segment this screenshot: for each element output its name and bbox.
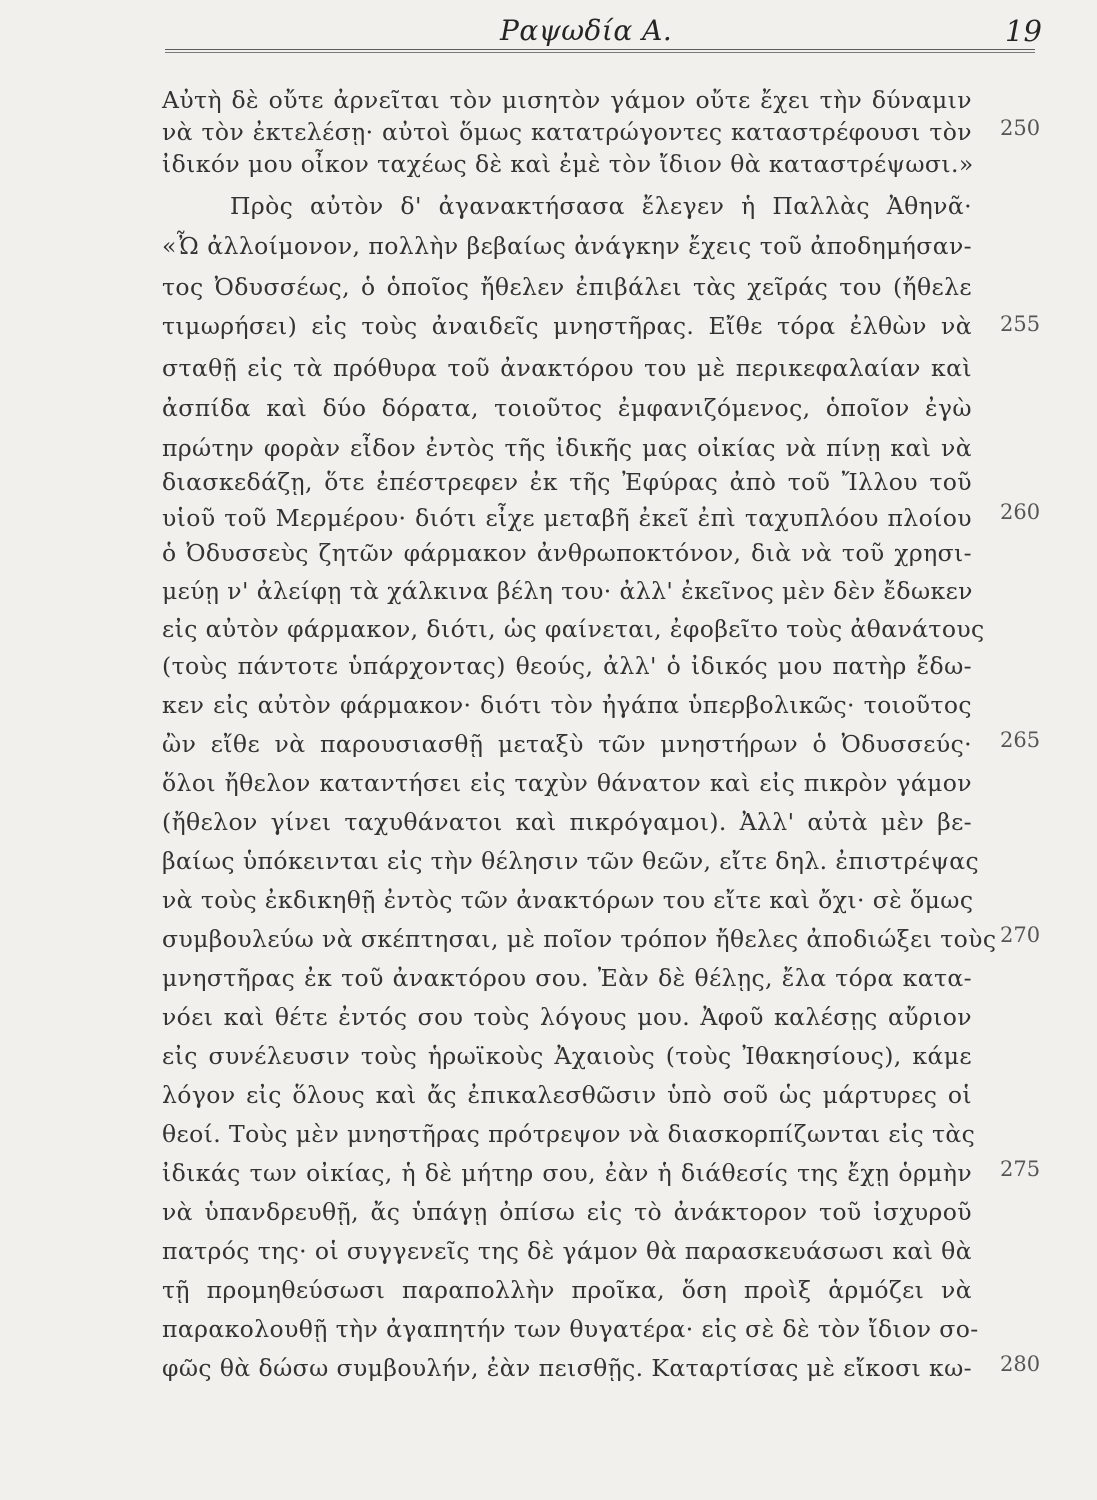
page-number: 19 bbox=[1005, 14, 1042, 48]
text-line: ἰδικόν μου οἶκον ταχέως δὲ καὶ ἐμὲ τὸν ἴδιον θὰ καταστρέψωσι.» bbox=[162, 150, 974, 178]
text-line: κεν εἰς αὐτὸν φάρμακον· διότι τὸν ἠγάπα ὑπερβολικῶς· τοιοῦτος bbox=[162, 691, 972, 719]
text-line: Πρὸς αὐτὸν δ' ἀγανακτήσασα ἔλεγεν ἡ Παλλὰς Ἀθηνᾶ· bbox=[230, 192, 972, 220]
text-line: πατρός της· οἱ συγγενεῖς της δὲ γάμον θὰ παρασκευάσωσι καὶ θὰ bbox=[162, 1237, 972, 1265]
text-line: τιμωρήσει) εἰς τοὺς ἀναιδεῖς μνηστῆρας. Εἴθε τόρα ἐλθὼν νὰ bbox=[162, 312, 972, 340]
text-line: πρώτην φορὰν εἶδον ἐντὸς τῆς ἰδικῆς μας οἰκίας νὰ πίνῃ καὶ νὰ bbox=[162, 434, 972, 462]
text-line: τῇ προμηθεύσωσι παραπολλὴν προῖκα, ὅση προὶξ ἁρμόζει νὰ bbox=[162, 1276, 972, 1304]
text-line: ὢν εἴθε νὰ παρουσιασθῇ μεταξὺ τῶν μνηστήρων ὁ Ὀδυσσεύς· bbox=[162, 730, 972, 758]
verse-line-number: 280 bbox=[1000, 1352, 1041, 1376]
text-line: μεύῃ ν' ἀλείφῃ τὰ χάλκινα βέλη του· ἀλλ' ἐκεῖνος μὲν δὲν ἔδωκεν bbox=[162, 577, 973, 605]
verse-line-number: 275 bbox=[1000, 1157, 1041, 1181]
text-line: σταθῇ εἰς τὰ πρόθυρα τοῦ ἀνακτόρου του μὲ περικεφαλαίαν καὶ bbox=[162, 354, 972, 382]
text-line: νόει καὶ θέτε ἐντός σου τοὺς λόγους μου. Ἀφοῦ καλέσῃς αὔριον bbox=[162, 1003, 972, 1031]
text-line: λόγον εἰς ὅλους καὶ ἄς ἐπικαλεσθῶσιν ὑπὸ σοῦ ὡς μάρτυρες οἱ bbox=[162, 1081, 972, 1109]
text-line: βαίως ὑπόκεινται εἰς τὴν θέλησιν τῶν θεῶν, εἴτε δηλ. ἐπιστρέψας bbox=[162, 847, 980, 875]
text-line: μνηστῆρας ἐκ τοῦ ἀνακτόρου σου. Ἐὰν δὲ θέλῃς, ἔλα τόρα κατα- bbox=[162, 964, 972, 992]
text-line: θεοί. Τοὺς μὲν μνηστῆρας πρότρεψον νὰ διασκορπίζωνται εἰς τὰς bbox=[162, 1120, 976, 1148]
text-line: ὅλοι ἤθελον καταντήσει εἰς ταχὺν θάνατον καὶ εἰς πικρὸν γάμον bbox=[162, 769, 972, 797]
text-line: νὰ τοὺς ἐκδικηθῇ ἐντὸς τῶν ἀνακτόρων του εἴτε καὶ ὄχι· σὲ ὅμως bbox=[162, 886, 974, 914]
header-rule bbox=[165, 49, 1035, 53]
text-line: (τοὺς πάντοτε ὑπάρχοντας) θεούς, ἀλλ' ὁ ἰδικός μου πατὴρ ἔδω- bbox=[162, 652, 972, 680]
text-line: νὰ τὸν ἐκτελέσῃ· αὐτοὶ ὅμως κατατρώγοντες καταστρέφουσι τὸν bbox=[162, 118, 972, 146]
text-line: ἀσπίδα καὶ δύο δόρατα, τοιοῦτος ἐμφανιζόμενος, ὁποῖον ἐγὼ bbox=[162, 394, 972, 422]
verse-line-number: 265 bbox=[1000, 728, 1041, 752]
text-line: ἰδικάς των οἰκίας, ἡ δὲ μήτηρ σου, ἐὰν ἡ διάθεσίς της ἔχῃ ὁρμὴν bbox=[162, 1159, 972, 1187]
text-line: συμβουλεύω νὰ σκέπτησαι, μὲ ποῖον τρόπον ἤθελες ἀποδιώξει τοὺς bbox=[162, 925, 997, 953]
running-head-title: Ραψωδία Α. bbox=[500, 14, 673, 47]
text-line: διασκεδάζῃ, ὅτε ἐπέστρεφεν ἐκ τῆς Ἐφύρας ἀπὸ τοῦ Ἴλλου τοῦ bbox=[162, 468, 972, 496]
text-line: υἱοῦ τοῦ Μερμέρου· διότι εἶχε μεταβῆ ἐκεῖ ἐπὶ ταχυπλόου πλοίου bbox=[162, 504, 972, 532]
text-line: φῶς θὰ δώσω συμβουλήν, ἐὰν πεισθῇς. Καταρτίσας μὲ εἴκοσι κω- bbox=[162, 1354, 972, 1382]
text-line: «Ὦ ἀλλοίμονον, πολλὴν βεβαίως ἀνάγκην ἔχεις τοῦ ἀποδημήσαν- bbox=[162, 232, 972, 260]
text-line: τος Ὀδυσσέως, ὁ ὁποῖος ἤθελεν ἐπιβάλει τὰς χεῖράς του (ἤθελε bbox=[162, 273, 972, 301]
verse-line-number: 270 bbox=[1000, 923, 1041, 947]
verse-line-number: 250 bbox=[1000, 116, 1041, 140]
text-line: (ἤθελον γίνει ταχυθάνατοι καὶ πικρόγαμοι). Ἀλλ' αὐτὰ μὲν βε- bbox=[162, 808, 972, 836]
text-line: νὰ ὑπανδρευθῇ, ἄς ὑπάγῃ ὀπίσω εἰς τὸ ἀνάκτορον τοῦ ἰσχυροῦ bbox=[162, 1198, 972, 1226]
text-line: ὁ Ὀδυσσεὺς ζητῶν φάρμακον ἀνθρωποκτόνον, διὰ νὰ τοῦ χρησι- bbox=[162, 539, 972, 567]
verse-line-number: 260 bbox=[1000, 500, 1041, 524]
text-line: Αὐτὴ δὲ οὔτε ἀρνεῖται τὸν μισητὸν γάμον οὔτε ἔχει τὴν δύναμιν bbox=[162, 86, 972, 114]
verse-line-number: 255 bbox=[1000, 312, 1041, 336]
text-line: εἰς αὐτὸν φάρμακον, διότι, ὡς φαίνεται, ἐφοβεῖτο τοὺς ἀθανάτους bbox=[162, 615, 985, 643]
text-line: παρακολουθῇ τὴν ἀγαπητήν των θυγατέρα· εἰς σὲ δὲ τὸν ἴδιον σο- bbox=[162, 1315, 979, 1343]
text-line: εἰς συνέλευσιν τοὺς ἡρωϊκοὺς Ἀχαιοὺς (τοὺς Ἰθακησίους), κάμε bbox=[162, 1042, 972, 1070]
